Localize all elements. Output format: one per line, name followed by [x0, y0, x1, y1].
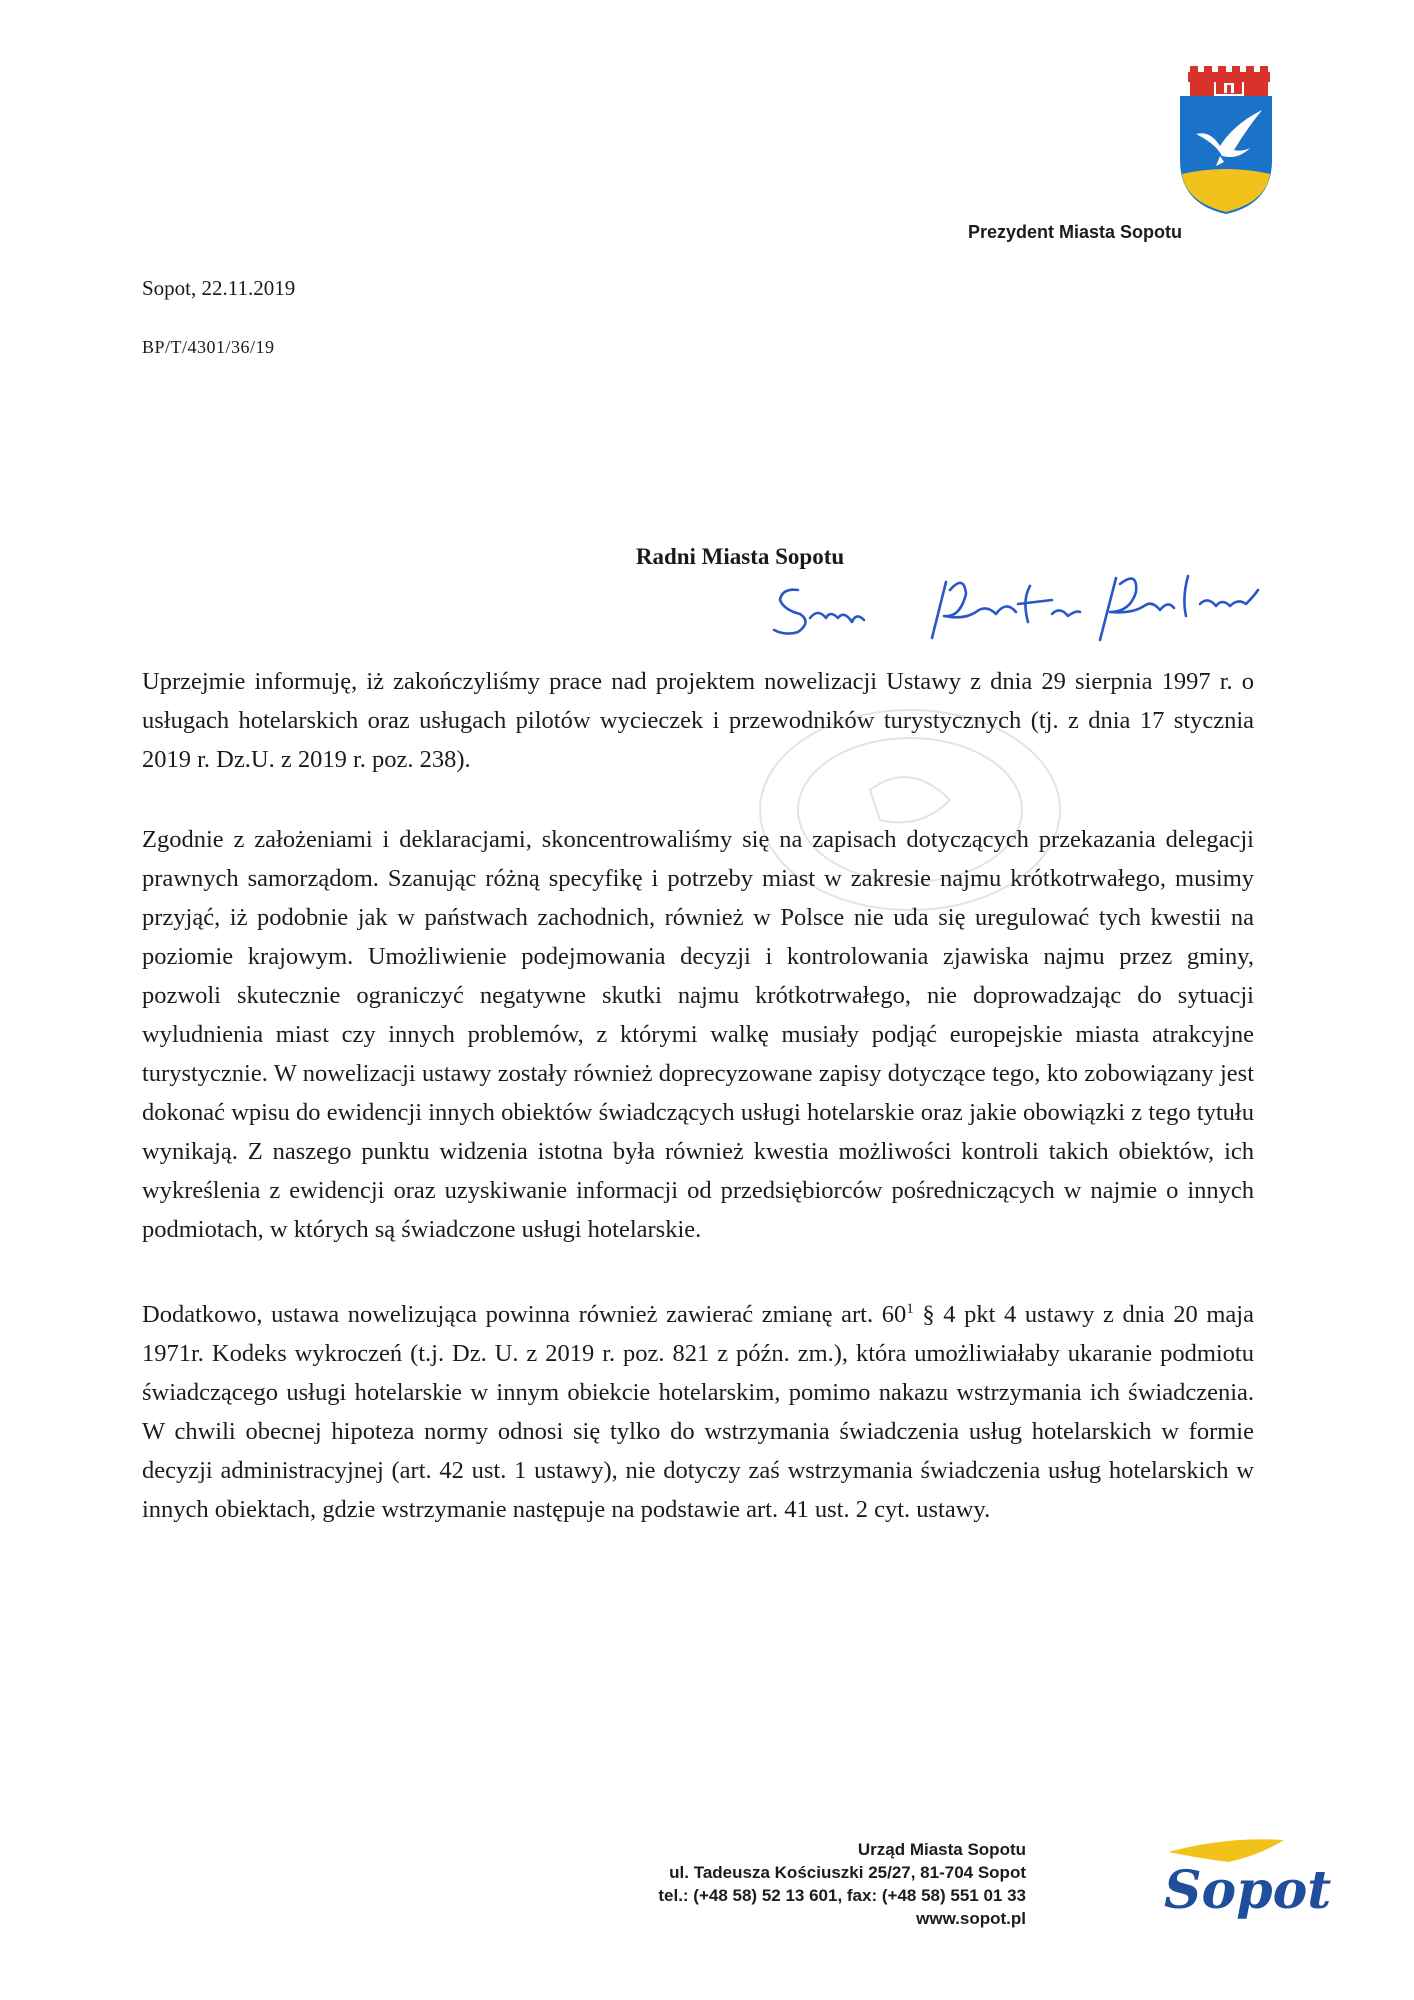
letter-date: Sopot, 22.11.2019	[142, 276, 296, 300]
handwritten-signature	[760, 560, 1300, 660]
paragraph-3-start: Dodatkowo, ustawa nowelizująca powinna również zawierać zmianę art. 60	[142, 1301, 907, 1329]
body-paragraph-3	[142, 1290, 1254, 1529]
paragraph-3-rest: § 4 pkt 4 ustawy z dnia 20 maja 1971r. Kodeks wykroczeń (t.j. Dz. U. z 2019 r. poz. 821 z późn. zm.), która umożliwiałaby ukaranie podmiotu świadczącego usługi hotelarskie w innym obiekcie hotelarskim, pomimo nakazu wstrzymania ich świadczenia. W chwili obecnej hipoteza normy odnosi się tylko do wstrzymania świadczenia usług hotelarskich w formie decyzji administracyjnej (art. 42 ust. 1 ustawy), nie dotyczy zaś wstrzymania świadczenia usług hotelarskich w innych obiektach, gdzie wstrzymanie następuje na podstawie art. 41 ust. 2 cyt. ustawy.	[142, 1301, 1254, 1524]
body-paragraph-2: Zgodnie z założeniami i deklaracjami, skoncentrowaliśmy się na zapisach dotyczących przekazania delegacji prawnych samorządom. Szanując różną specyfikę i potrzeby miast w zakresie najmu krótkotrwałego, musimy przyjąć, iż podobnie jak w państwach zachodnich, również w Polsce nie uda się uregulować tych kwestii na poziomie krajowym. Umożliwienie podejmowania decyzji i kontrolowania zjawiska najmu przez gminy, pozwoli skutecznie ograniczyć negatywne skutki najmu krótkotrwałego, nie doprowadzając do sytuacji wyludnienia miast czy innych problemów, z którymi walkę musiały podjąć europejskie miasta atrakcyjne turystycznie. W nowelizacji ustawy zostały również doprecyzowane zapisy dotyczące tego, kto zobowiązany jest dokonać wpisu do ewidencji innych obiektów świadczących usługi hotelarskie oraz jakie obowiązki z tego tytułu wynikają. Z naszego punktu widzenia istotna była również kwestia możliwości kontroli takich obiektów, ich wykreślenia z ewidencji oraz uzyskiwanie informacji od przedsiębiorców pośredniczących w najmie o innych podmiotach, w których są świadczone usługi hotelarskie.	[142, 826, 1254, 1243]
recipient-heading: Radni Miasta Sopotu	[635, 544, 845, 569]
footer-website: www.sopot.pl	[916, 1909, 1026, 1928]
reference-number: BP/T/4301/36/19	[142, 337, 275, 357]
body-paragraph-1: Uprzejmie informuję, iż zakończyliśmy prace nad projektem nowelizacji Ustawy z dnia 29 sierpnia 1997 r. o usługach hotelarskich oraz usługach pilotów wycieczek i przewodników turystycznych (tj. z dnia 17 stycznia 2019 r. Dz.U. z 2019 r. poz. 238).	[142, 668, 1254, 773]
sender-title: Prezydent Miasta Sopotu	[967, 222, 1182, 242]
footer-phone: tel.: (+48 58) 52 13 601, fax: (+48 58) 551 01 33	[658, 1886, 1026, 1905]
sopot-coat-of-arms-icon	[1176, 64, 1276, 216]
footer-office: Urząd Miasta Sopotu	[857, 1840, 1026, 1859]
sopot-logo-icon	[1158, 1832, 1332, 1932]
letter-body	[142, 662, 1254, 1570]
article-superscript: 1	[906, 1301, 914, 1317]
footer-contact	[560, 1838, 1026, 1930]
footer-address: ul. Tadeusza Kościuszki 25/27, 81-704 Sopot	[669, 1863, 1026, 1882]
logo-text: Sopot	[1164, 1860, 1332, 1921]
